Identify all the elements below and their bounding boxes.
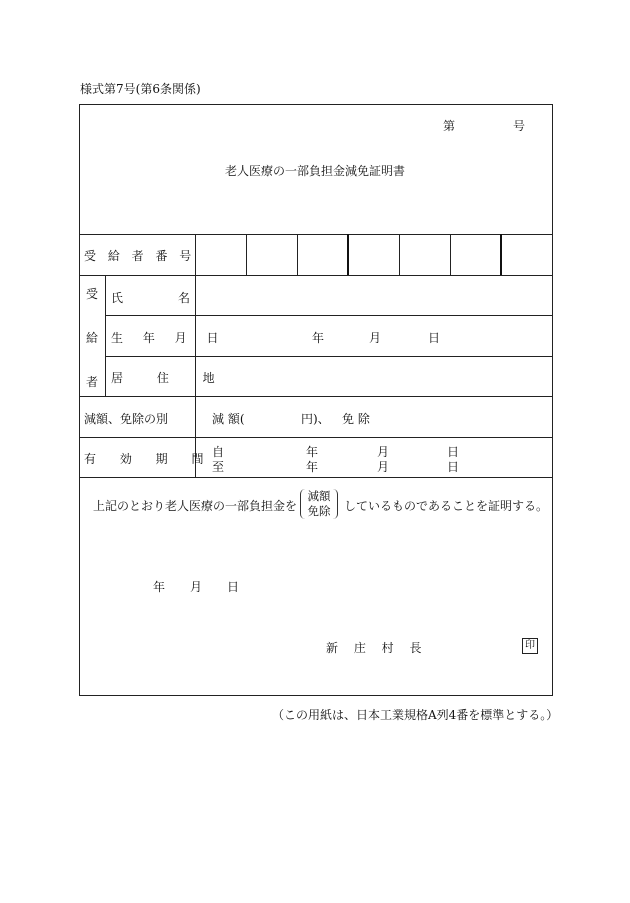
period-label: 有 効 期 間 <box>84 452 214 466</box>
period-to-year: 年 <box>306 460 319 474</box>
name-label-1: 氏 <box>111 291 124 305</box>
number-suffix: 号 <box>513 119 526 133</box>
recipient-number-cells[interactable] <box>196 235 500 274</box>
form-code: 様式第7号(第6条関係) <box>80 82 201 96</box>
recipient-label-3: 者 <box>86 375 99 389</box>
birth-month: 月 <box>369 331 382 345</box>
name-label-2: 名 <box>178 291 191 305</box>
address-label: 居 住 地 <box>111 371 230 385</box>
type-reduced[interactable]: 減 額( <box>212 412 245 426</box>
date-day: 日 <box>227 580 240 594</box>
number-prefix: 第 <box>443 119 456 133</box>
footnote: （この用紙は、日本工業規格A列4番を標準とする。） <box>272 708 559 722</box>
form-frame <box>79 104 553 696</box>
birth-year: 年 <box>312 331 325 345</box>
period-to-day: 日 <box>447 460 460 474</box>
recipient-number-label: 受 給 者 番 号 <box>84 249 196 263</box>
type-yen: 円)、 <box>301 412 330 426</box>
name-field[interactable] <box>196 276 552 314</box>
statement-prefix: 上記のとおり老人医療の一部負担金を <box>93 499 298 513</box>
recipient-label-2: 給 <box>86 331 99 345</box>
date-year: 年 <box>153 580 166 594</box>
type-label: 減額、免除の別 <box>84 412 169 426</box>
statement-option-exempt[interactable]: 免除 <box>307 504 331 518</box>
period-from-day: 日 <box>447 445 460 459</box>
period-to-label: 至 <box>212 460 225 474</box>
statement-suffix: しているものであることを証明する。 <box>344 499 549 513</box>
signer: 新 庄 村 長 <box>326 641 428 655</box>
seal-mark: 印 <box>522 638 538 654</box>
period-from-year: 年 <box>306 445 319 459</box>
period-to-month: 月 <box>377 460 390 474</box>
statement-options <box>300 489 338 519</box>
recipient-label-1: 受 <box>86 287 99 301</box>
birth-label: 生 年 月 日 <box>111 331 227 345</box>
statement-option-reduced[interactable]: 減額 <box>307 489 331 503</box>
period-from-label: 自 <box>212 445 225 459</box>
address-field[interactable] <box>196 357 552 395</box>
date-month: 月 <box>190 580 203 594</box>
birth-day: 日 <box>428 331 441 345</box>
type-exempt[interactable]: 免 除 <box>342 412 370 426</box>
form-title: 老人医療の一部負担金減免証明書 <box>224 164 405 178</box>
period-from-month: 月 <box>377 445 390 459</box>
